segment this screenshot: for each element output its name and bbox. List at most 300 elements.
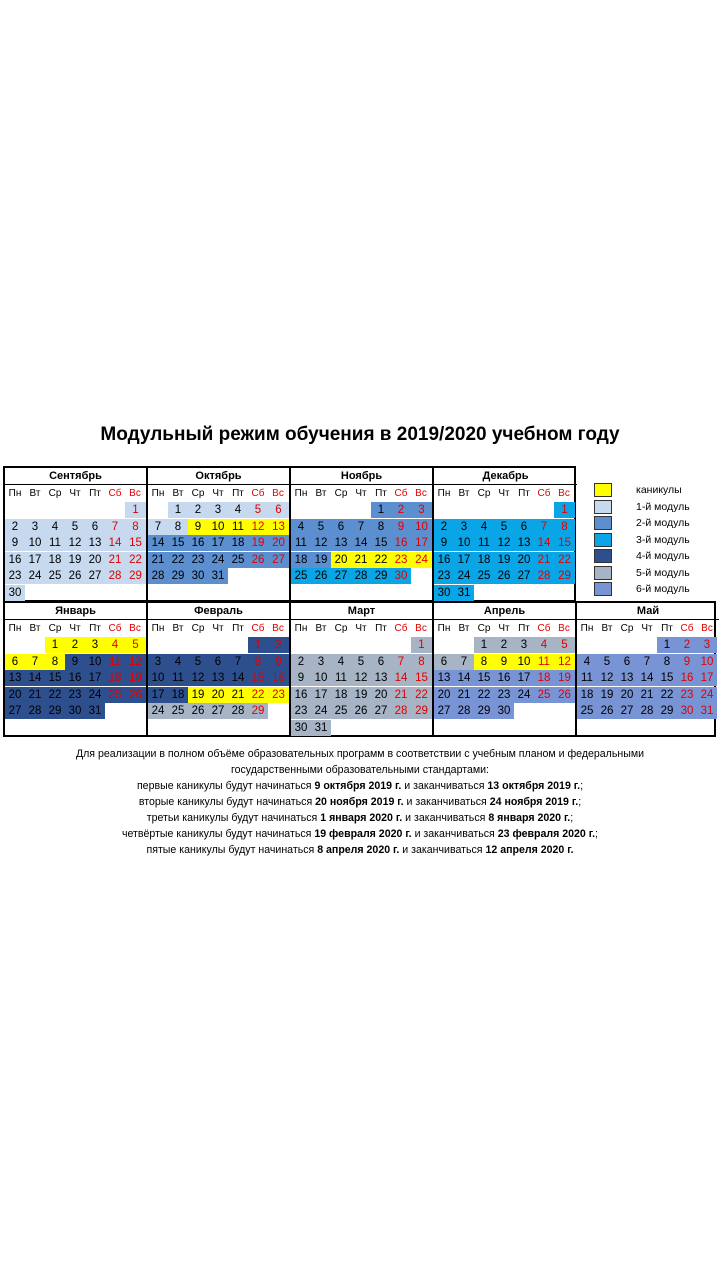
day-cell: 27 xyxy=(208,703,228,719)
weekday-header: Чт xyxy=(212,623,224,634)
day-cell: 21 xyxy=(25,687,45,703)
day-cell: 17 xyxy=(514,670,534,686)
weekday-header: Вс xyxy=(415,488,427,499)
day-cell: 5 xyxy=(248,502,268,518)
day-cell: 20 xyxy=(208,687,228,703)
legend-swatch xyxy=(594,582,612,596)
day-cell: 17 xyxy=(454,552,474,568)
day-cell: 24 xyxy=(208,552,228,568)
day-cell: 28 xyxy=(637,703,657,719)
day-cell: 15 xyxy=(657,670,677,686)
day-cell: 7 xyxy=(534,519,554,535)
day-cell: 27 xyxy=(514,568,534,584)
day-cell: 5 xyxy=(311,519,331,535)
day-cell: 25 xyxy=(331,703,351,719)
day-cell: 24 xyxy=(454,568,474,584)
day-cell: 6 xyxy=(617,654,637,670)
day-cell: 19 xyxy=(248,535,268,551)
day-cell: 8 xyxy=(474,654,494,670)
day-cell: 8 xyxy=(554,519,575,535)
day-cell: 13 xyxy=(514,535,534,551)
weekday-header: Пт xyxy=(375,623,387,634)
day-cell: 21 xyxy=(391,687,411,703)
day-cell: 13 xyxy=(5,670,25,686)
day-cell: 23 xyxy=(268,687,289,703)
day-cell: 22 xyxy=(657,687,677,703)
weekday-header: Сб xyxy=(537,488,551,499)
day-cell: 26 xyxy=(351,703,371,719)
day-cell: 31 xyxy=(311,720,331,736)
day-cell: 14 xyxy=(351,535,371,551)
day-cell: 11 xyxy=(474,535,494,551)
day-cell: 3 xyxy=(208,502,228,518)
day-cell: 17 xyxy=(85,670,105,686)
weekday-header: Пн xyxy=(294,488,308,499)
day-cell: 15 xyxy=(45,670,65,686)
weekday-header: Вс xyxy=(272,488,284,499)
day-cell: 14 xyxy=(454,670,474,686)
day-cell: 13 xyxy=(268,519,289,535)
day-cell: 4 xyxy=(228,502,248,518)
day-cell: 28 xyxy=(25,703,45,719)
day-cell: 8 xyxy=(248,654,268,670)
weekday-header: Чт xyxy=(69,488,81,499)
day-cell: 25 xyxy=(228,552,248,568)
day-cell: 6 xyxy=(85,519,105,535)
legend-item xyxy=(592,532,720,549)
weekday-header: Чт xyxy=(641,623,653,634)
day-cell: 6 xyxy=(514,519,534,535)
note-line-4: пятые каникулы будут начинаться 8 апреля 2020 г. и заканчиваться 12 апреля 2020 г. xyxy=(146,844,574,856)
day-cell: 10 xyxy=(311,670,331,686)
day-cell: 8 xyxy=(371,519,391,535)
day-cell: 6 xyxy=(5,654,25,670)
day-cell: 12 xyxy=(188,670,208,686)
month-name: Декабрь xyxy=(434,468,577,485)
legend-item xyxy=(592,499,720,516)
day-cell: 15 xyxy=(125,535,146,551)
page-title: Модульный режим обучения в 2019/2020 учебном году xyxy=(100,424,620,445)
day-cell: 19 xyxy=(554,670,575,686)
day-cell: 29 xyxy=(248,703,268,719)
day-cell: 17 xyxy=(411,535,432,551)
weekday-header: Пт xyxy=(89,488,101,499)
day-cell: 11 xyxy=(45,535,65,551)
weekday-header: Пн xyxy=(8,488,22,499)
day-cell: 18 xyxy=(105,670,125,686)
day-cell: 6 xyxy=(434,654,454,670)
day-cell: 13 xyxy=(434,670,454,686)
day-cell: 21 xyxy=(351,552,371,568)
day-cell: 18 xyxy=(577,687,597,703)
day-cell: 1 xyxy=(125,502,146,518)
day-cell: 22 xyxy=(371,552,391,568)
day-cell: 6 xyxy=(331,519,351,535)
weekday-header: Чт xyxy=(355,623,367,634)
day-cell: 11 xyxy=(577,670,597,686)
day-cell: 7 xyxy=(228,654,248,670)
day-cell: 23 xyxy=(291,703,311,719)
weekday-header: Сб xyxy=(251,623,265,634)
month-8 xyxy=(434,603,577,735)
day-cell: 14 xyxy=(534,535,554,551)
weekday-header: Вс xyxy=(558,623,570,634)
day-cell: 28 xyxy=(228,703,248,719)
weekday-header: Ср xyxy=(334,488,348,499)
day-cell: 20 xyxy=(85,552,105,568)
day-cell: 10 xyxy=(454,535,474,551)
weekday-header: Пн xyxy=(580,623,594,634)
day-cell: 26 xyxy=(65,568,85,584)
day-cell: 4 xyxy=(168,654,188,670)
day-cell: 29 xyxy=(554,568,575,584)
day-cell: 3 xyxy=(411,502,432,518)
month-name: Май xyxy=(577,603,719,620)
day-cell: 2 xyxy=(291,654,311,670)
weekday-header: Ср xyxy=(620,623,634,634)
weekday-header: Чт xyxy=(498,623,510,634)
day-cell: 27 xyxy=(268,552,289,568)
day-cell: 24 xyxy=(311,703,331,719)
weekday-header: Вт xyxy=(172,623,184,634)
day-cell: 14 xyxy=(105,535,125,551)
month-name: Февраль xyxy=(148,603,289,620)
day-cell: 3 xyxy=(454,519,474,535)
day-cell: 16 xyxy=(677,670,697,686)
day-cell: 25 xyxy=(45,568,65,584)
notes-intro-2: государственными образовательными стандартами: xyxy=(230,764,489,776)
day-cell: 26 xyxy=(311,568,331,584)
day-cell: 25 xyxy=(474,568,494,584)
day-cell: 11 xyxy=(168,670,188,686)
day-cell: 1 xyxy=(411,637,432,653)
day-cell: 24 xyxy=(697,687,717,703)
day-cell: 31 xyxy=(454,585,474,601)
day-cell: 23 xyxy=(434,568,454,584)
day-cell: 16 xyxy=(188,535,208,551)
day-cell: 21 xyxy=(228,687,248,703)
day-cell: 9 xyxy=(677,654,697,670)
day-cell: 2 xyxy=(5,519,25,535)
month-name: Ноябрь xyxy=(291,468,432,485)
day-cell: 18 xyxy=(534,670,554,686)
day-cell: 26 xyxy=(554,687,575,703)
weekday-header: Пт xyxy=(232,623,244,634)
day-cell: 1 xyxy=(474,637,494,653)
legend-swatch xyxy=(594,483,612,497)
legend-swatch xyxy=(594,566,612,580)
day-cell: 27 xyxy=(331,568,351,584)
day-cell: 10 xyxy=(148,670,168,686)
legend-swatch xyxy=(594,516,612,530)
weekday-header: Вт xyxy=(315,623,327,634)
day-cell: 8 xyxy=(657,654,677,670)
day-cell: 25 xyxy=(534,687,554,703)
day-cell: 4 xyxy=(534,637,554,653)
weekday-header: Ср xyxy=(477,623,491,634)
day-cell: 2 xyxy=(494,637,514,653)
day-cell: 15 xyxy=(371,535,391,551)
day-cell: 27 xyxy=(434,703,454,719)
weekday-header: Вт xyxy=(601,623,613,634)
weekday-header: Пт xyxy=(661,623,673,634)
weekday-header: Ср xyxy=(334,623,348,634)
day-cell: 13 xyxy=(331,535,351,551)
day-cell: 25 xyxy=(168,703,188,719)
day-cell: 29 xyxy=(168,568,188,584)
day-cell: 30 xyxy=(494,703,514,719)
day-cell: 29 xyxy=(657,703,677,719)
weekday-header: Вс xyxy=(129,488,141,499)
weekday-header: Ср xyxy=(191,623,205,634)
day-cell: 12 xyxy=(65,535,85,551)
weekday-header: Пт xyxy=(518,488,530,499)
day-cell: 28 xyxy=(105,568,125,584)
day-cell: 29 xyxy=(411,703,432,719)
day-cell: 19 xyxy=(125,670,146,686)
day-cell: 10 xyxy=(85,654,105,670)
weekday-header: Пн xyxy=(8,623,22,634)
day-cell: 26 xyxy=(188,703,208,719)
weekday-header: Сб xyxy=(394,488,408,499)
day-cell: 21 xyxy=(454,687,474,703)
day-cell: 18 xyxy=(228,535,248,551)
day-cell: 9 xyxy=(291,670,311,686)
calendar-row-1 xyxy=(3,466,576,602)
day-cell: 30 xyxy=(391,568,411,584)
day-cell: 9 xyxy=(5,535,25,551)
day-cell: 12 xyxy=(597,670,617,686)
month-3 xyxy=(291,468,434,600)
day-cell: 22 xyxy=(554,552,575,568)
month-2 xyxy=(148,468,291,600)
day-cell: 4 xyxy=(577,654,597,670)
day-cell: 2 xyxy=(268,637,289,653)
day-cell: 1 xyxy=(554,502,575,518)
weekday-header: Ср xyxy=(477,488,491,499)
day-cell: 1 xyxy=(248,637,268,653)
day-cell: 4 xyxy=(331,654,351,670)
day-cell: 16 xyxy=(268,670,289,686)
day-cell: 13 xyxy=(85,535,105,551)
day-cell: 9 xyxy=(188,519,208,535)
day-cell: 19 xyxy=(597,687,617,703)
day-cell: 1 xyxy=(45,637,65,653)
month-name: Сентябрь xyxy=(5,468,146,485)
day-cell: 20 xyxy=(331,552,351,568)
legend-label: 5-й модуль xyxy=(636,566,690,579)
day-cell: 31 xyxy=(208,568,228,584)
day-cell: 30 xyxy=(5,585,25,601)
month-name: Апрель xyxy=(434,603,575,620)
day-cell: 16 xyxy=(434,552,454,568)
day-cell: 24 xyxy=(514,687,534,703)
day-cell: 15 xyxy=(474,670,494,686)
day-cell: 9 xyxy=(434,535,454,551)
day-cell: 14 xyxy=(391,670,411,686)
weekday-header: Сб xyxy=(394,623,408,634)
day-cell: 19 xyxy=(494,552,514,568)
weekday-header: Пн xyxy=(151,488,165,499)
legend-label: 2-й модуль xyxy=(636,517,690,529)
day-cell: 20 xyxy=(5,687,25,703)
weekday-header: Ср xyxy=(191,488,205,499)
day-cell: 11 xyxy=(534,654,554,670)
day-cell: 22 xyxy=(248,687,268,703)
weekday-header: Пн xyxy=(294,623,308,634)
day-cell: 1 xyxy=(371,502,391,518)
weekday-header: Сб xyxy=(680,623,694,634)
weekday-header: Вс xyxy=(129,623,141,634)
day-cell: 30 xyxy=(188,568,208,584)
day-cell: 4 xyxy=(291,519,311,535)
day-cell: 12 xyxy=(311,535,331,551)
month-name: Март xyxy=(291,603,432,620)
day-cell: 2 xyxy=(188,502,208,518)
day-cell: 7 xyxy=(637,654,657,670)
day-cell: 17 xyxy=(208,535,228,551)
weekday-header: Вт xyxy=(29,623,41,634)
day-cell: 3 xyxy=(25,519,45,535)
note-line-1: вторые каникулы будут начинаться 20 ноября 2019 г. и заканчиваться 24 ноября 2019 г.; xyxy=(138,796,582,808)
day-cell: 31 xyxy=(697,703,717,719)
day-cell: 14 xyxy=(228,670,248,686)
day-cell: 18 xyxy=(331,687,351,703)
day-cell: 12 xyxy=(494,535,514,551)
day-cell: 28 xyxy=(351,568,371,584)
day-cell: 21 xyxy=(534,552,554,568)
day-cell: 3 xyxy=(148,654,168,670)
day-cell: 4 xyxy=(45,519,65,535)
day-cell: 3 xyxy=(697,637,717,653)
legend-swatch xyxy=(594,533,612,547)
day-cell: 31 xyxy=(85,703,105,719)
day-cell: 9 xyxy=(391,519,411,535)
legend-label: 4-й модуль xyxy=(636,550,690,562)
legend-item xyxy=(592,581,720,598)
day-cell: 11 xyxy=(331,670,351,686)
day-cell: 23 xyxy=(391,552,411,568)
notes-intro-1: Для реализации в полном объёме образовательных программ в соответствии с учебным планом и федеральными xyxy=(75,748,645,760)
day-cell: 16 xyxy=(494,670,514,686)
day-cell: 26 xyxy=(597,703,617,719)
day-cell: 13 xyxy=(371,670,391,686)
day-cell: 15 xyxy=(248,670,268,686)
day-cell: 22 xyxy=(168,552,188,568)
day-cell: 11 xyxy=(291,535,311,551)
day-cell: 20 xyxy=(268,535,289,551)
day-cell: 10 xyxy=(697,654,717,670)
day-cell: 28 xyxy=(534,568,554,584)
day-cell: 9 xyxy=(494,654,514,670)
weekday-header: Вс xyxy=(415,623,427,634)
day-cell: 27 xyxy=(617,703,637,719)
month-9 xyxy=(577,603,719,735)
day-cell: 24 xyxy=(411,552,432,568)
legend-item xyxy=(592,548,720,565)
day-cell: 30 xyxy=(434,585,454,601)
day-cell: 9 xyxy=(268,654,289,670)
day-cell: 29 xyxy=(371,568,391,584)
month-4 xyxy=(434,468,577,600)
day-cell: 14 xyxy=(637,670,657,686)
day-cell: 21 xyxy=(637,687,657,703)
day-cell: 17 xyxy=(311,687,331,703)
day-cell: 7 xyxy=(105,519,125,535)
day-cell: 2 xyxy=(391,502,411,518)
day-cell: 26 xyxy=(248,552,268,568)
weekday-header: Пт xyxy=(89,623,101,634)
day-cell: 3 xyxy=(311,654,331,670)
day-cell: 1 xyxy=(168,502,188,518)
day-cell: 23 xyxy=(65,687,85,703)
day-cell: 20 xyxy=(371,687,391,703)
weekday-header: Вт xyxy=(315,488,327,499)
day-cell: 15 xyxy=(554,535,575,551)
day-cell: 18 xyxy=(474,552,494,568)
weekday-header: Чт xyxy=(498,488,510,499)
day-cell: 28 xyxy=(148,568,168,584)
day-cell: 3 xyxy=(514,637,534,653)
legend-item xyxy=(592,515,720,532)
weekday-header: Вт xyxy=(172,488,184,499)
day-cell: 4 xyxy=(474,519,494,535)
day-cell: 8 xyxy=(125,519,146,535)
day-cell: 3 xyxy=(85,637,105,653)
day-cell: 27 xyxy=(85,568,105,584)
day-cell: 26 xyxy=(125,687,146,703)
day-cell: 19 xyxy=(351,687,371,703)
day-cell: 28 xyxy=(391,703,411,719)
day-cell: 4 xyxy=(105,637,125,653)
day-cell: 12 xyxy=(248,519,268,535)
weekday-header: Вс xyxy=(701,623,713,634)
day-cell: 16 xyxy=(5,552,25,568)
day-cell: 25 xyxy=(291,568,311,584)
weekday-header: Пн xyxy=(437,623,451,634)
day-cell: 29 xyxy=(45,703,65,719)
day-cell: 19 xyxy=(65,552,85,568)
legend-label: каникулы xyxy=(636,484,682,496)
weekday-header: Сб xyxy=(108,623,122,634)
day-cell: 8 xyxy=(411,654,432,670)
day-cell: 21 xyxy=(148,552,168,568)
day-cell: 16 xyxy=(391,535,411,551)
weekday-header: Вт xyxy=(458,488,470,499)
day-cell: 17 xyxy=(697,670,717,686)
weekday-header: Чт xyxy=(355,488,367,499)
day-cell: 11 xyxy=(105,654,125,670)
day-cell: 5 xyxy=(554,637,575,653)
weekday-header: Пн xyxy=(437,488,451,499)
day-cell: 6 xyxy=(371,654,391,670)
day-cell: 27 xyxy=(371,703,391,719)
day-cell: 14 xyxy=(25,670,45,686)
day-cell: 8 xyxy=(168,519,188,535)
day-cell: 20 xyxy=(514,552,534,568)
day-cell: 30 xyxy=(677,703,697,719)
weekday-header: Вт xyxy=(458,623,470,634)
day-cell: 30 xyxy=(291,720,311,736)
day-cell: 5 xyxy=(597,654,617,670)
day-cell: 6 xyxy=(268,502,289,518)
day-cell: 2 xyxy=(677,637,697,653)
day-cell: 14 xyxy=(148,535,168,551)
day-cell: 5 xyxy=(188,654,208,670)
note-line-2: третьи каникулы будут начинаться 1 января 2020 г. и заканчиваться 8 января 2020 г.; xyxy=(146,812,574,824)
month-name: Октябрь xyxy=(148,468,289,485)
month-name: Январь xyxy=(5,603,146,620)
